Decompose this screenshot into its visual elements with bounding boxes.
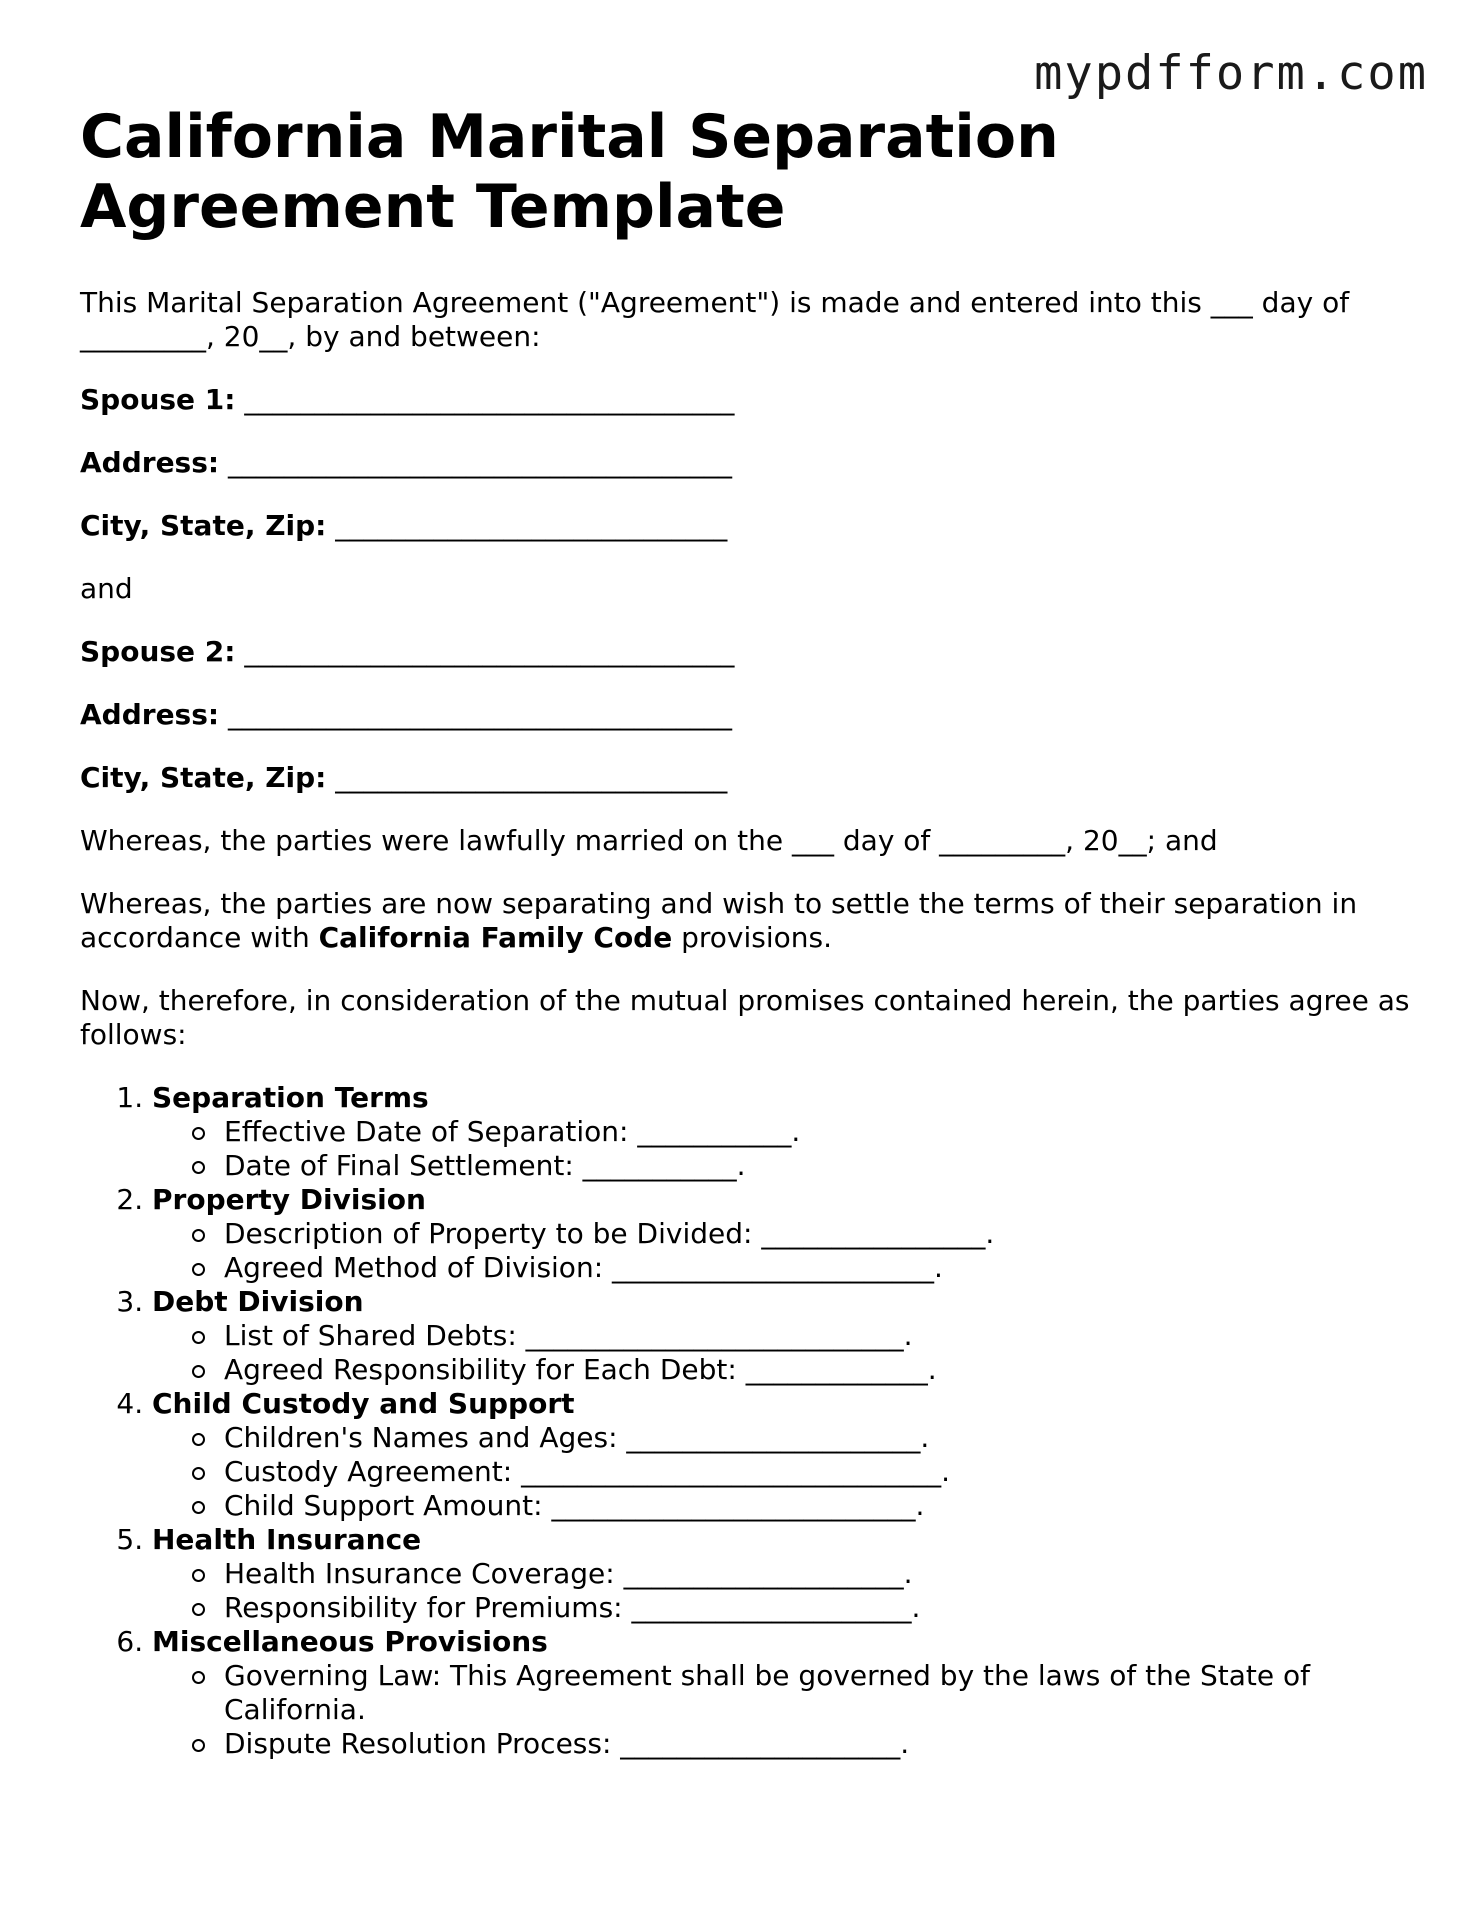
watermark: mypdfform.com [1034,46,1428,101]
spouse1-address-label: Address: [80,446,220,479]
spouse2-city-blank[interactable]: ____________________________ [335,761,728,794]
document-page [80,102,1410,1761]
spouse2-address-field [80,698,1410,732]
section-items [152,1557,1410,1625]
whereas-separating-tail: provisions. [672,921,833,954]
list-item: Child Support Amount: __________________________. [224,1489,1410,1523]
list-item: Agreed Method of Division: _______________________. [224,1251,1410,1285]
spouse2-name-blank[interactable]: ___________________________________ [244,635,735,668]
list-item: Description of Property to be Divided: ________________. [224,1217,1410,1251]
spouse2-address-label: Address: [80,698,220,731]
section-title: Separation Terms [152,1081,429,1114]
spouse1-name-field [80,383,1410,417]
intro-paragraph: This Marital Separation Agreement ("Agreement") is made and entered into this ___ day of _________, 20__, by and between: [80,286,1350,353]
list-item: Effective Date of Separation: ___________. [224,1115,1410,1149]
section-items [152,1319,1410,1387]
section-item [152,1183,1410,1285]
spouse1-city-blank[interactable]: ____________________________ [335,509,728,542]
section-title: Miscellaneous Provisions [152,1625,548,1658]
and-text: and [80,572,133,605]
list-item: Date of Final Settlement: ___________. [224,1149,1410,1183]
spouse1-address-blank[interactable]: ____________________________________ [228,446,732,479]
whereas-separating [80,887,1410,955]
spouse1-city-label: City, State, Zip: [80,509,327,542]
section-items [152,1421,1410,1523]
section-items [152,1217,1410,1285]
spouse2-city-label: City, State, Zip: [80,761,327,794]
list-item: Agreed Responsibility for Each Debt: _____________. [224,1353,1410,1387]
spouse1-city-field [80,509,1410,543]
spouse2-name-field [80,635,1410,669]
list-item: Governing Law: This Agreement shall be governed by the laws of the State of California. [224,1659,1410,1727]
list-item: Children's Names and Ages: _____________________. [224,1421,1410,1455]
sections-list [80,1081,1410,1761]
list-item: Custody Agreement: ______________________________. [224,1455,1410,1489]
section-items [152,1659,1410,1761]
section-title: Health Insurance [152,1523,422,1556]
document-title: California Marital Separation Agreement Template [80,102,1059,242]
spouse1-name-label: Spouse 1: [80,383,236,416]
list-item: List of Shared Debts: ___________________________. [224,1319,1410,1353]
list-item: Responsibility for Premiums: ____________________. [224,1591,1410,1625]
list-item: Health Insurance Coverage: ____________________. [224,1557,1410,1591]
list-item: Dispute Resolution Process: ____________________. [224,1727,1410,1761]
section-item [152,1285,1410,1387]
section-item [152,1387,1410,1523]
section-item [152,1625,1410,1761]
spouse2-address-blank[interactable]: ____________________________________ [228,698,732,731]
section-title: Debt Division [152,1285,364,1318]
whereas-married: Whereas, the parties were lawfully married on the ___ day of _________, 20__; and [80,824,1218,857]
section-title: Property Division [152,1183,426,1216]
spouse2-city-field [80,761,1410,795]
now-therefore: Now, therefore, in consideration of the mutual promises contained herein, the parties agree as follows: [80,984,1410,1051]
section-items [152,1115,1410,1183]
section-item [152,1523,1410,1625]
section-item [152,1081,1410,1183]
section-title: Child Custody and Support [152,1387,575,1420]
family-code-ref: California Family Code [318,921,673,954]
spouse1-address-field [80,446,1410,480]
spouse2-name-label: Spouse 2: [80,635,236,668]
spouse1-name-blank[interactable]: ___________________________________ [244,383,735,416]
whereas-separating-text: Whereas, the parties are now separating and wish to settle the terms of their separation in accordance with [80,887,1358,954]
